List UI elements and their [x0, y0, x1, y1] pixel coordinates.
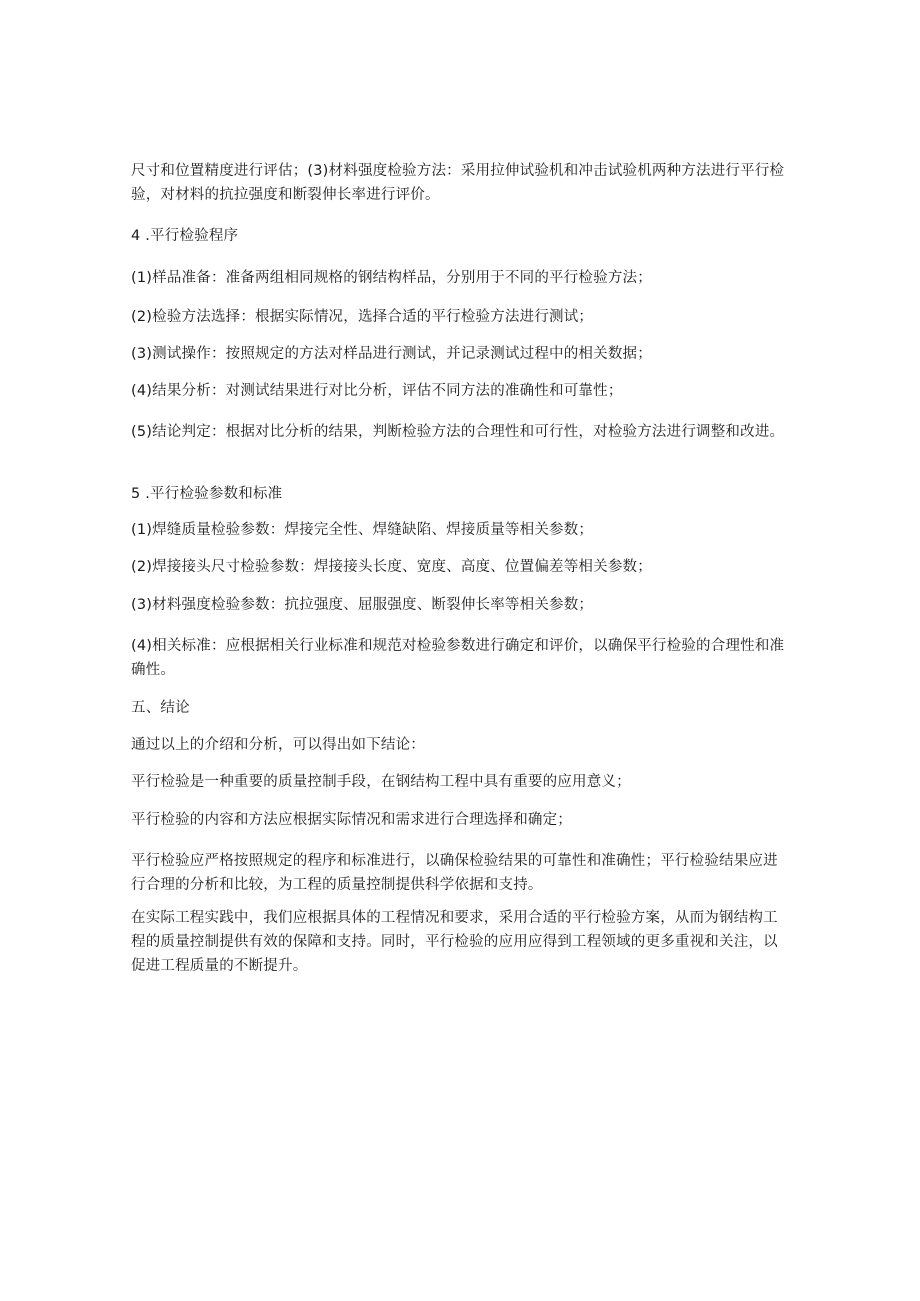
- procedure-item-5: (5)结论判定：根据对比分析的结果，判断检验方法的合理性和可行性，对检验方法进行调整和改进。: [131, 424, 785, 440]
- section-heading-procedure: 4 .平行检验程序: [131, 228, 239, 244]
- procedure-item-3: (3)测试操作：按照规定的方法对样品进行测试，并记录测试过程中的相关数据；: [131, 346, 652, 362]
- parameter-item-3: (3)材料强度检验参数：抗拉强度、屈服强度、断裂伸长率等相关参数；: [131, 597, 594, 613]
- parameter-item-1: (1)焊缝质量检验参数：焊接完全性、焊缝缺陷、焊接质量等相关参数；: [131, 522, 594, 538]
- section-heading-parameters: 5 .平行检验参数和标准: [131, 486, 283, 502]
- paragraph-method-intro: 尺寸和位置精度进行评估；(3)材料强度检验方法：采用拉伸试验机和冲击试验机两种方法进行平行检验，对材料的抗拉强度和断裂伸长率进行评价。: [131, 163, 785, 203]
- conclusion-point-1: 平行检验是一种重要的质量控制手段，在钢结构工程中具有重要的应用意义；: [131, 774, 631, 790]
- parameter-item-2: (2)焊接接头尺寸检验参数：焊接接头长度、宽度、高度、位置偏差等相关参数；: [131, 559, 652, 575]
- conclusion-intro: 通过以上的介绍和分析，可以得出如下结论：: [131, 737, 425, 753]
- parameter-item-4: (4)相关标准：应根据相关行业标准和规范对检验参数进行确定和评价，以确保平行检验的合理性和准确性。: [131, 638, 785, 678]
- closing-paragraph: 在实际工程实践中，我们应根据具体的工程情况和要求，采用合适的平行检验方案，从而为钢结构工程的质量控制提供有效的保障和支持。同时，平行检验的应用应得到工程领域的更多重视和关注，以促进工程质量的不断提升。: [131, 910, 778, 974]
- procedure-item-2: (2)检验方法选择：根据实际情况，选择合适的平行检验方法进行测试；: [131, 309, 594, 325]
- conclusion-point-3: 平行检验应严格按照规定的程序和标准进行，以确保检验结果的可靠性和准确性；平行检验结果应进行合理的分析和比较，为工程的质量控制提供科学依据和支持。: [131, 853, 778, 893]
- procedure-item-1: (1)样品准备：准备两组相同规格的钢结构样品，分别用于不同的平行检验方法；: [131, 270, 652, 286]
- conclusion-point-2: 平行检验的内容和方法应根据实际情况和需求进行合理选择和确定；: [131, 812, 572, 828]
- procedure-item-4: (4)结果分析：对测试结果进行对比分析，评估不同方法的准确性和可靠性；: [131, 383, 623, 399]
- section-heading-conclusion: 五、结论: [131, 700, 190, 716]
